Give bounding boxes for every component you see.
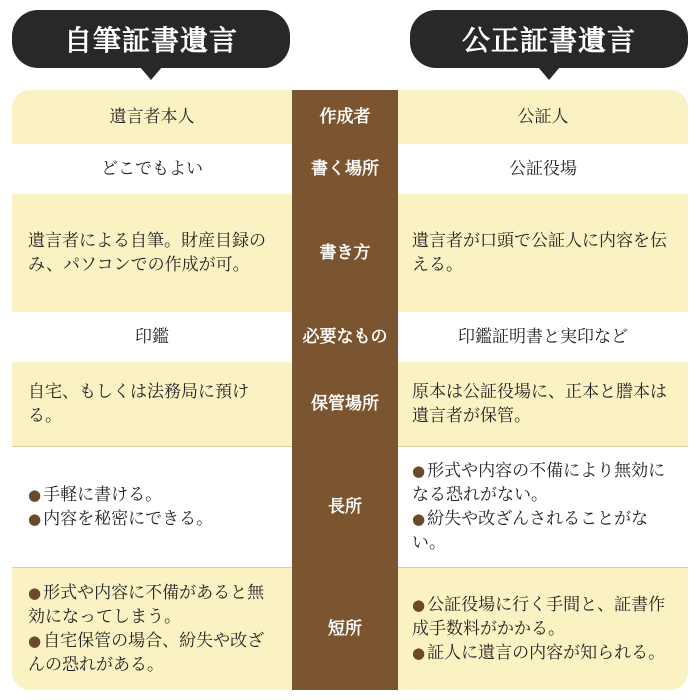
bullet-item: ● 形式や内容の不備により無効になる恐れがない。 (412, 459, 674, 507)
cell-right (398, 144, 688, 194)
header-kosei (410, 10, 688, 68)
row-label (292, 144, 398, 194)
cell-left-text: どこでもよい (101, 159, 203, 179)
table-row-storage (12, 362, 688, 446)
cell-right (398, 312, 688, 362)
bullet-item: ● 形式や内容に不備があると無効になってしまう。 (28, 581, 276, 629)
row-label-text: 作成者 (319, 107, 371, 127)
bullet-list (28, 581, 276, 677)
bullet-item: ● 公証役場に行く手間と、証書作成手数料がかかる。 (412, 593, 674, 641)
cell-left-text: 自宅、もしくは法務局に預ける。 (28, 382, 249, 426)
table-row-method (12, 194, 688, 312)
cell-right-text: 公証役場 (509, 159, 577, 179)
cell-right-text: 公証人 (517, 107, 569, 127)
table-row-demerits (12, 568, 688, 690)
cell-left (12, 446, 292, 568)
cell-left (12, 568, 292, 690)
cell-right (398, 90, 688, 144)
cell-left-text: 遺言者本人 (109, 107, 195, 127)
table-row-needed (12, 312, 688, 362)
bullet-list (412, 593, 674, 665)
bullet-item: ● 内容を秘密にできる。 (28, 507, 213, 531)
bullet-list (28, 483, 213, 531)
header-jihitsu (12, 10, 290, 68)
bullet-list (412, 459, 674, 555)
row-label-text: 長所 (328, 497, 362, 517)
bullet-item: ● 自宅保管の場合、紛失や改ざんの恐れがある。 (28, 629, 276, 677)
header-jihitsu-label: 自筆証書遺言 (63, 24, 238, 57)
cell-left (12, 194, 292, 312)
row-label (292, 194, 398, 312)
row-label (292, 362, 398, 446)
cell-right-text: 遺言者が口頭で公証人に内容を伝える。 (412, 231, 667, 275)
row-label (292, 90, 398, 144)
row-label (292, 312, 398, 362)
cell-right (398, 194, 688, 312)
row-label-text: 保管場所 (311, 394, 379, 414)
cell-right-text: 印鑑証明書と実印など (458, 327, 628, 347)
cell-left (12, 312, 292, 362)
cell-right (398, 362, 688, 446)
bullet-item: ● 紛失や改ざんされることがない。 (412, 507, 674, 555)
row-label-text: 短所 (328, 619, 362, 639)
cell-right-text: 原本は公証役場に、正本と謄本は遺言者が保管。 (412, 382, 667, 426)
cell-left-text: 印鑑 (135, 327, 169, 347)
row-label-text: 必要なもの (302, 327, 388, 347)
row-label (292, 446, 398, 568)
cell-right (398, 446, 688, 568)
header-kosei-label: 公正証書遺言 (461, 24, 636, 57)
bullet-item: ● 手軽に書ける。 (28, 483, 213, 507)
table-row-place (12, 144, 688, 194)
table-row-merits (12, 446, 688, 568)
row-label (292, 568, 398, 690)
comparison-table (12, 90, 688, 690)
bullet-item: ● 証人に遺言の内容が知られる。 (412, 641, 674, 665)
row-label-text: 書き方 (319, 243, 371, 263)
row-label-text: 書く場所 (311, 159, 379, 179)
cell-left-text: 遺言者による自筆。財産目録のみ、パソコンでの作成が可。 (28, 231, 266, 275)
cell-right (398, 568, 688, 690)
table-row-creator (12, 90, 688, 144)
cell-left (12, 362, 292, 446)
cell-left (12, 144, 292, 194)
cell-left (12, 90, 292, 144)
